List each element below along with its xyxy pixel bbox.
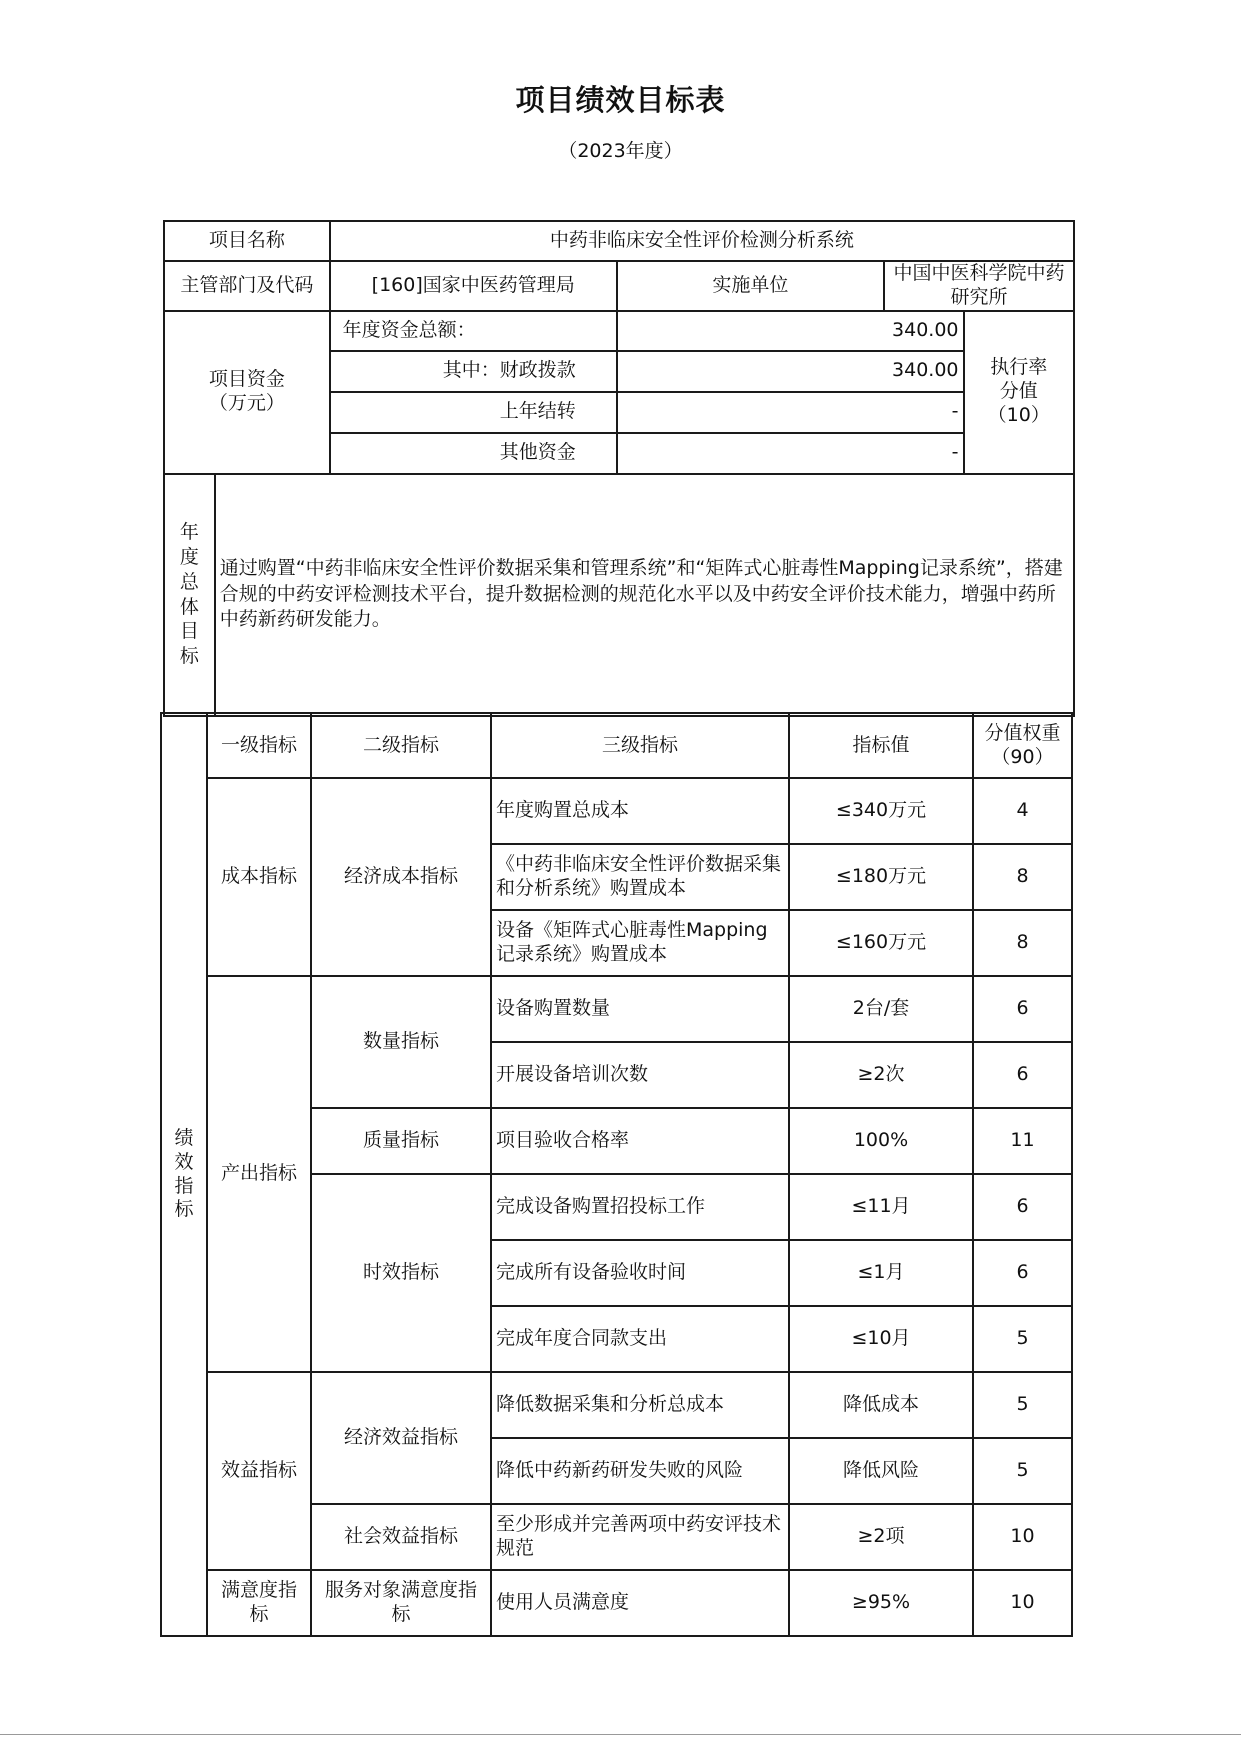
indicator-row-1-value: ≤180万元 bbox=[789, 844, 973, 910]
indicator-row-1-name: 《中药非临床安全性评价数据采集和分析系统》购置成本 bbox=[491, 844, 789, 910]
indicator-row-11-value: ≥2项 bbox=[789, 1504, 973, 1570]
level2-service-line1: 服务对象满意度指 bbox=[324, 1579, 477, 1602]
funds-total-label: 年度资金总额： bbox=[330, 311, 617, 351]
unit-value: 中国中医科学院中药研究所 bbox=[884, 261, 1074, 311]
indicator-row-4-name: 开展设备培训次数 bbox=[491, 1042, 789, 1108]
indicator-row-3-name: 设备购置数量 bbox=[491, 976, 789, 1042]
indicator-row-2-weight: 8 bbox=[973, 910, 1072, 976]
indicator-row-0-weight: 4 bbox=[973, 778, 1072, 844]
indicator-row-8-name: 完成年度合同款支出 bbox=[491, 1306, 789, 1372]
funds-total-value: 340.00 bbox=[617, 311, 964, 351]
level2-quantity: 数量指标 bbox=[311, 976, 491, 1108]
indicator-row-9-value: 降低成本 bbox=[789, 1372, 973, 1438]
indicator-row-11-weight: 10 bbox=[973, 1504, 1072, 1570]
funds-other-value: - bbox=[617, 433, 964, 474]
indicator-row-1-weight: 8 bbox=[973, 844, 1072, 910]
level2-social-benefit: 社会效益指标 bbox=[311, 1504, 491, 1570]
funds-fiscal-label: 其中：财政拨款 bbox=[330, 351, 617, 392]
dept-label: 主管部门及代码 bbox=[164, 261, 330, 311]
funds-carryover-label: 上年结转 bbox=[330, 392, 617, 433]
header-level2: 二级指标 bbox=[311, 713, 491, 778]
level2-economic-cost: 经济成本指标 bbox=[311, 778, 491, 976]
indicator-row-12-weight: 10 bbox=[973, 1570, 1072, 1636]
indicator-row-7-value: ≤1月 bbox=[789, 1240, 973, 1306]
indicator-row-10-value: 降低风险 bbox=[789, 1438, 973, 1504]
funds-label bbox=[164, 311, 330, 474]
indicator-row-8-value: ≤10月 bbox=[789, 1306, 973, 1372]
annual-goal-label-text: 年 度 总 体 目 标 bbox=[179, 521, 199, 667]
unit-label: 实施单位 bbox=[617, 261, 884, 311]
level1-satisfaction bbox=[207, 1570, 311, 1636]
page-subtitle-year: （2023年度） bbox=[558, 140, 683, 162]
indicator-row-8-weight: 5 bbox=[973, 1306, 1072, 1372]
indicator-row-11-name: 至少形成并完善两项中药安评技术规范 bbox=[491, 1504, 789, 1570]
annual-goal-text: 通过购置“中药非临床安全性评价数据采集和管理系统”和“矩阵式心脏毒性Mapping记录系统”，搭建合规的中药安评检测技术平台，提升数据检测的规范化水平以及中药安全评价技术能力，增强中药所中药新药研发能力。 bbox=[215, 474, 1074, 716]
indicator-row-6-weight: 6 bbox=[973, 1174, 1072, 1240]
project-info-table bbox=[163, 220, 1075, 717]
exec-rate-line1: 执行率 bbox=[990, 356, 1048, 379]
funds-carryover-value: - bbox=[617, 392, 964, 433]
level1-satisfaction-line1: 满意度指 bbox=[220, 1579, 297, 1602]
footer-divider bbox=[0, 1734, 1241, 1735]
project-name-label: 项目名称 bbox=[164, 221, 330, 261]
level2-service-satisfaction bbox=[311, 1570, 491, 1636]
header-weight bbox=[973, 713, 1072, 778]
indicator-row-9-weight: 5 bbox=[973, 1372, 1072, 1438]
header-weight-line1: 分值权重 bbox=[984, 721, 1061, 744]
indicator-row-5-weight: 11 bbox=[973, 1108, 1072, 1174]
annual-goal-label bbox=[164, 474, 215, 716]
indicator-row-6-name: 完成设备购置招投标工作 bbox=[491, 1174, 789, 1240]
level1-benefit: 效益指标 bbox=[207, 1372, 311, 1570]
exec-rate-line2: 分值 bbox=[999, 380, 1038, 403]
performance-section-line1: 绩效 bbox=[174, 1127, 194, 1173]
page-title: 项目绩效目标表 bbox=[515, 83, 726, 117]
funds-label-line2: （万元） bbox=[208, 392, 285, 414]
performance-section-label bbox=[161, 713, 207, 1636]
level2-service-line2: 标 bbox=[391, 1603, 411, 1625]
indicator-row-12-value: ≥95% bbox=[789, 1570, 973, 1636]
indicator-row-10-weight: 5 bbox=[973, 1438, 1072, 1504]
header-value: 指标值 bbox=[789, 713, 973, 778]
indicator-row-3-value: 2台/套 bbox=[789, 976, 973, 1042]
indicator-row-12-name: 使用人员满意度 bbox=[491, 1570, 789, 1636]
indicator-row-10-name: 降低中药新药研发失败的风险 bbox=[491, 1438, 789, 1504]
level1-output: 产出指标 bbox=[207, 976, 311, 1372]
funds-label-line1: 项目资金 bbox=[208, 368, 285, 391]
indicator-row-2-name: 设备《矩阵式心脏毒性Mapping记录系统》购置成本 bbox=[491, 910, 789, 976]
indicator-row-7-name: 完成所有设备验收时间 bbox=[491, 1240, 789, 1306]
level2-timeliness: 时效指标 bbox=[311, 1174, 491, 1372]
indicator-row-0-name: 年度购置总成本 bbox=[491, 778, 789, 844]
indicator-row-9-name: 降低数据采集和分析总成本 bbox=[491, 1372, 789, 1438]
exec-rate-line3: （10） bbox=[987, 403, 1050, 426]
project-name-value: 中药非临床安全性评价检测分析系统 bbox=[330, 221, 1074, 261]
dept-value: [160]国家中医药管理局 bbox=[330, 261, 617, 311]
indicator-row-4-weight: 6 bbox=[973, 1042, 1072, 1108]
performance-indicators-table bbox=[160, 712, 1073, 1637]
indicator-row-3-weight: 6 bbox=[973, 976, 1072, 1042]
header-level3: 三级指标 bbox=[491, 713, 789, 778]
funds-fiscal-value: 340.00 bbox=[617, 351, 964, 392]
level1-cost: 成本指标 bbox=[207, 778, 311, 976]
indicator-row-5-name: 项目验收合格率 bbox=[491, 1108, 789, 1174]
indicator-row-0-value: ≤340万元 bbox=[789, 778, 973, 844]
level2-quality: 质量指标 bbox=[311, 1108, 491, 1174]
indicator-row-4-value: ≥2次 bbox=[789, 1042, 973, 1108]
indicator-row-7-weight: 6 bbox=[973, 1240, 1072, 1306]
level1-satisfaction-line2: 标 bbox=[249, 1603, 269, 1625]
indicator-row-5-value: 100% bbox=[789, 1108, 973, 1174]
exec-rate-cell bbox=[964, 311, 1074, 474]
header-level1: 一级指标 bbox=[207, 713, 311, 778]
indicator-row-6-value: ≤11月 bbox=[789, 1174, 973, 1240]
indicator-row-2-value: ≤160万元 bbox=[789, 910, 973, 976]
funds-other-label: 其他资金 bbox=[330, 433, 617, 474]
level2-economic-benefit: 经济效益指标 bbox=[311, 1372, 491, 1504]
performance-section-line2: 指标 bbox=[174, 1174, 194, 1221]
header-weight-line2: （90） bbox=[991, 745, 1054, 768]
